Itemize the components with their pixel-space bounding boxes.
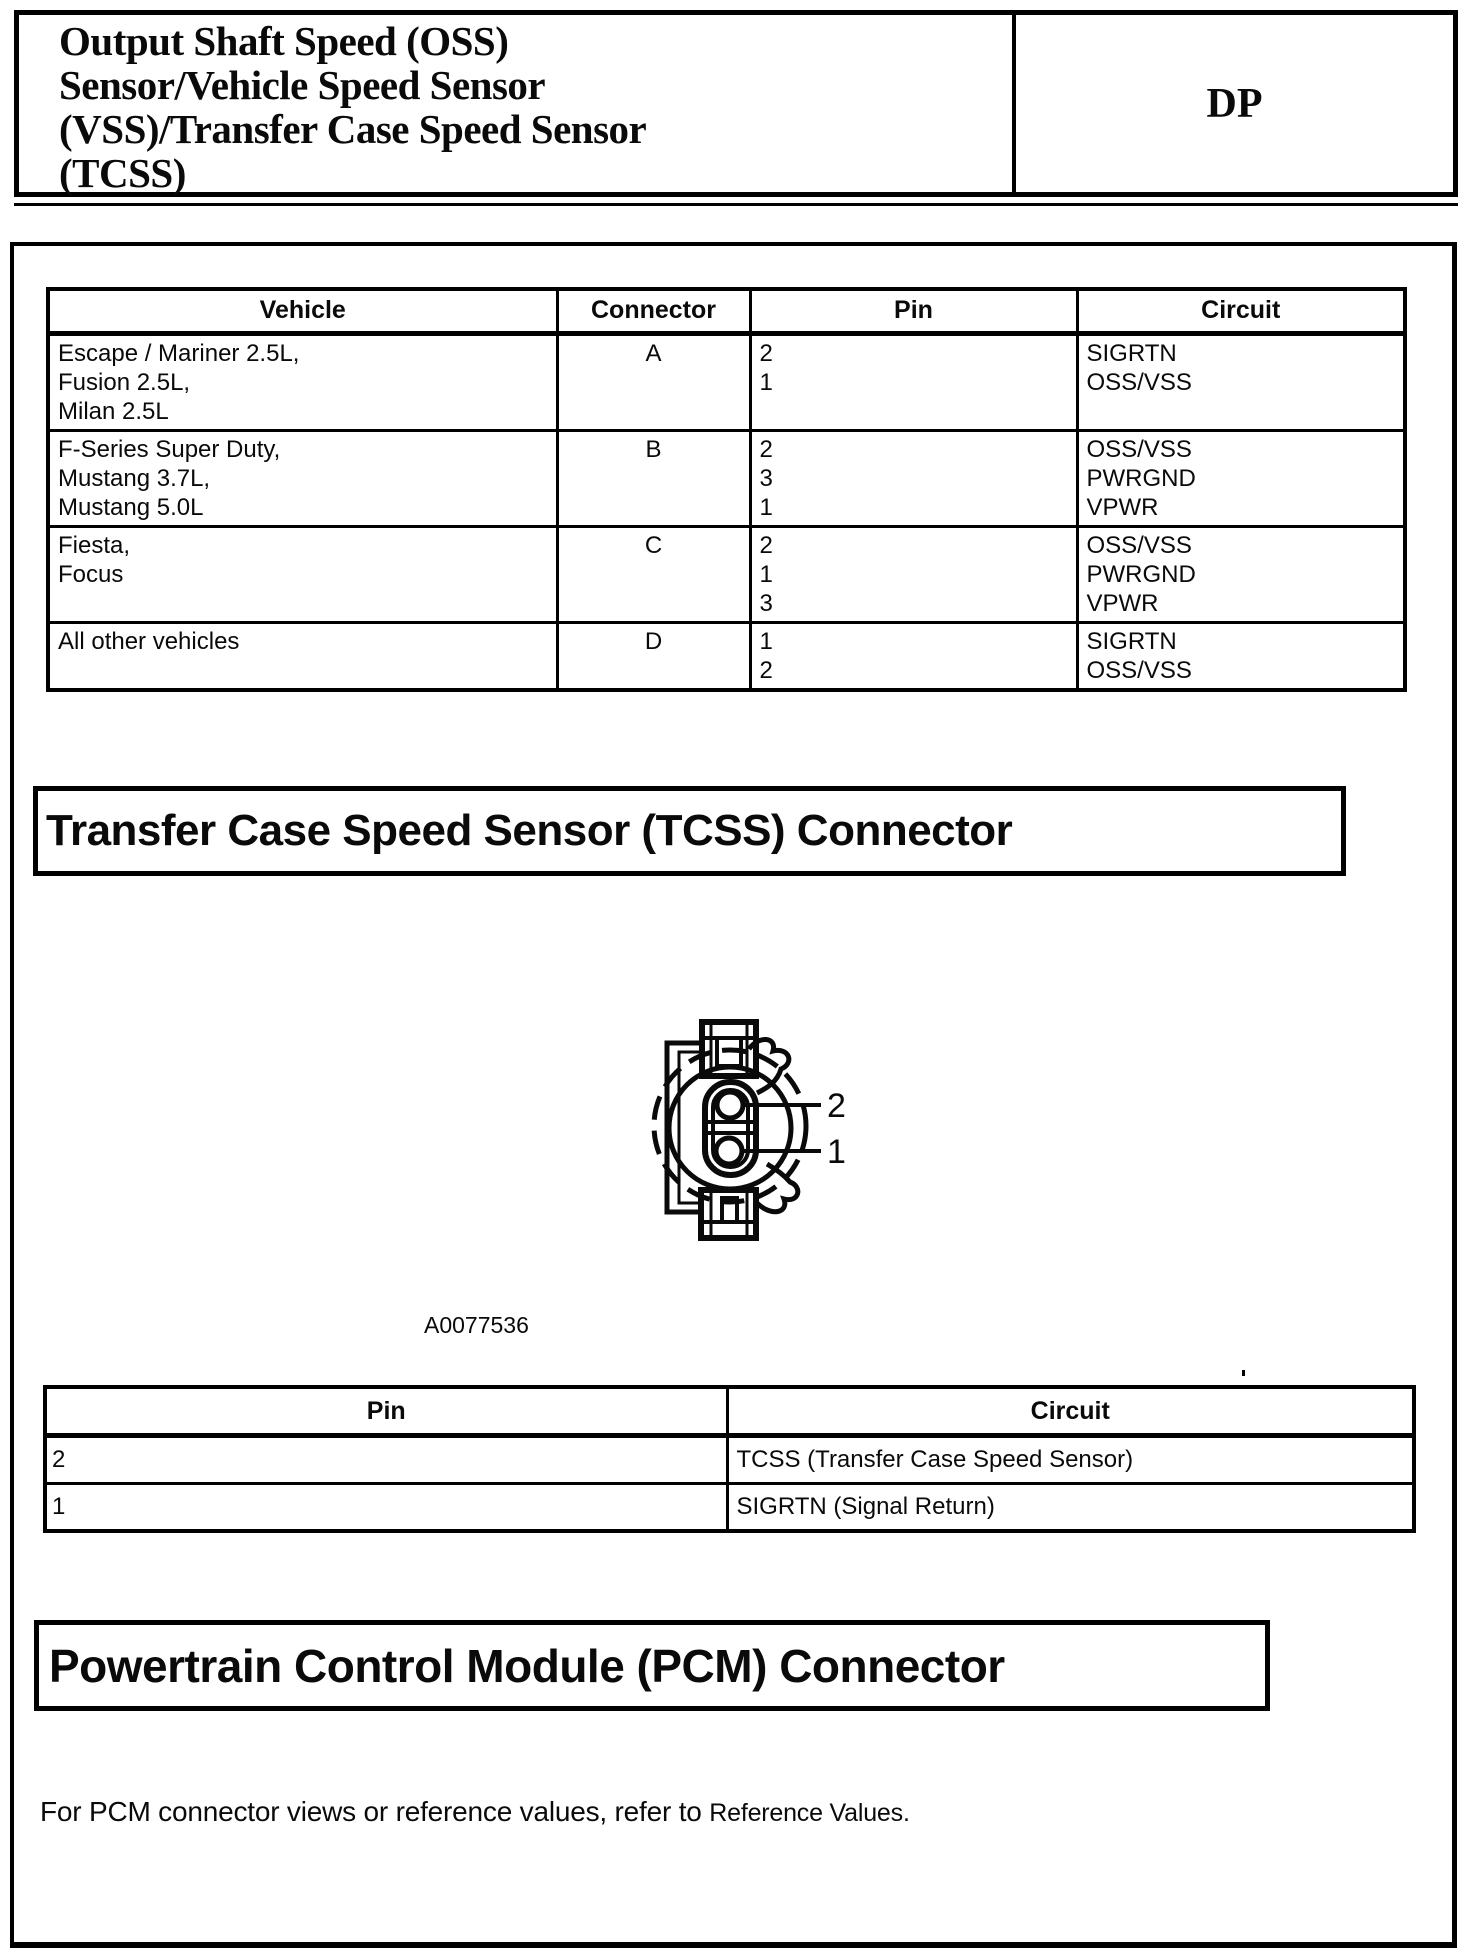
figure-id: A0077536 <box>424 1312 529 1338</box>
header-underline <box>14 203 1458 206</box>
connector-cell: D <box>557 623 750 691</box>
table-row <box>48 334 1405 431</box>
page-title-line: Sensor/Vehicle Speed Sensor <box>59 62 546 108</box>
reference-values-link[interactable]: Reference Values. <box>709 1799 910 1827</box>
circuit-cell: OSS/VSS PWRGND VPWR <box>1077 431 1405 527</box>
tcss-connector-diagram <box>649 1005 864 1250</box>
col-header-circuit: Circuit <box>727 1387 1414 1436</box>
vehicle-cell: All other vehicles <box>48 623 557 691</box>
pin-cell: 1 <box>45 1484 727 1532</box>
connector-cell: C <box>557 527 750 623</box>
left-bracket-outer <box>667 1043 702 1212</box>
pcm-body-text: For PCM connector views or reference values, refer to Reference Values. <box>40 1796 910 1827</box>
document-header <box>14 10 1458 197</box>
page-title-line: (VSS)/Transfer Case Speed Sensor <box>59 106 647 152</box>
table-row <box>48 527 1405 623</box>
connector-outer-housing <box>654 1050 806 1202</box>
connector-cell: A <box>557 334 750 431</box>
table-row <box>45 1436 1414 1484</box>
col-header-connector: Connector <box>557 289 750 334</box>
pin-cell: 2 1 3 <box>750 527 1077 623</box>
pin-cell: 2 <box>45 1436 727 1484</box>
page-title-line: (TCSS) <box>59 150 186 196</box>
col-header-pin: Pin <box>750 289 1077 334</box>
pin-1-label: 1 <box>827 1133 846 1171</box>
pin-2 <box>717 1092 743 1118</box>
circuit-cell: TCSS (Transfer Case Speed Sensor) <box>727 1436 1414 1484</box>
pin-1 <box>716 1138 742 1164</box>
pin-2-label: 2 <box>827 1087 846 1125</box>
scan-artifact <box>1242 1370 1245 1376</box>
pin-cell: 2 3 1 <box>750 431 1077 527</box>
connector-cell: B <box>557 431 750 527</box>
page-title <box>19 15 1016 196</box>
section-code: DP <box>1206 80 1263 127</box>
page-title-line: Output Shaft Speed (OSS) <box>59 18 509 64</box>
col-header-vehicle: Vehicle <box>48 289 557 334</box>
tcss-pin-table <box>43 1385 1416 1533</box>
circuit-cell: SIGRTN OSS/VSS <box>1077 334 1405 431</box>
content-frame <box>10 242 1457 1948</box>
pin-cell: 1 2 <box>750 623 1077 691</box>
table-row <box>48 431 1405 527</box>
col-header-circuit: Circuit <box>1077 289 1405 334</box>
col-header-pin: Pin <box>45 1387 727 1436</box>
pin-cell: 2 1 <box>750 334 1077 431</box>
circuit-cell: SIGRTN (Signal Return) <box>727 1484 1414 1532</box>
vehicle-cell: F-Series Super Duty, Mustang 3.7L, Mustang 5.0L <box>48 431 557 527</box>
circuit-cell: SIGRTN OSS/VSS <box>1077 623 1405 691</box>
pcm-section-title: Powertrain Control Module (PCM) Connector <box>34 1620 1270 1711</box>
vehicle-connector-table <box>46 287 1407 692</box>
tcss-section-title: Transfer Case Speed Sensor (TCSS) Connector <box>33 786 1346 876</box>
circuit-cell: OSS/VSS PWRGND VPWR <box>1077 527 1405 623</box>
vehicle-cell: Escape / Mariner 2.5L, Fusion 2.5L, Milan 2.5L <box>48 334 557 431</box>
vehicle-table-header-row <box>48 289 1405 334</box>
table-row <box>45 1484 1414 1532</box>
pin-table-header-row <box>45 1387 1414 1436</box>
table-row <box>48 623 1405 691</box>
vehicle-cell: Fiesta, Focus <box>48 527 557 623</box>
